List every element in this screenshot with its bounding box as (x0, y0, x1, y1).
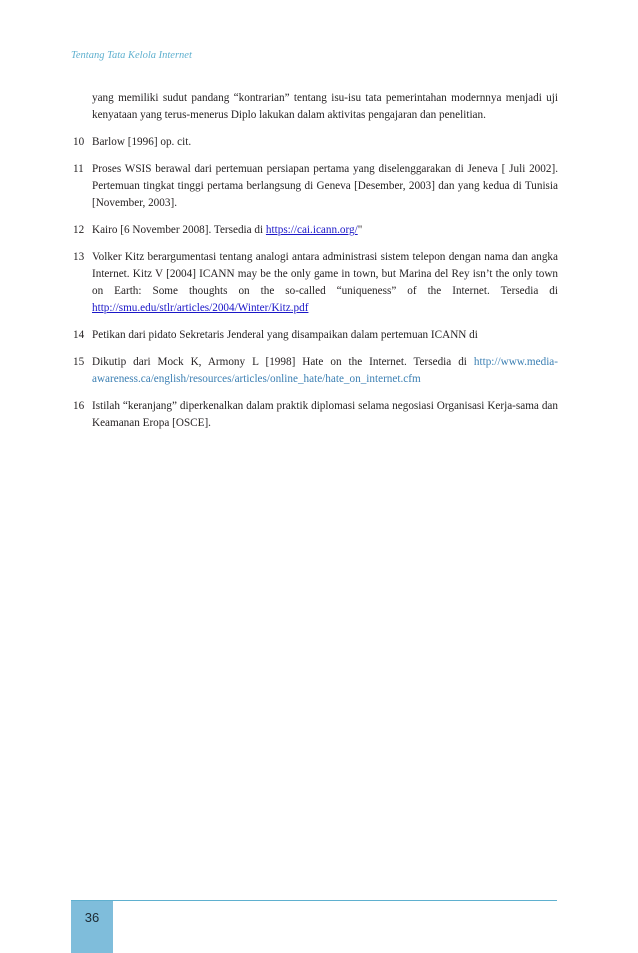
icann-link[interactable]: https://cai.icann.org/ (265, 224, 358, 236)
endnote-12 (73, 222, 558, 239)
endnote-number: 11 (73, 163, 84, 175)
endnote-continuation (73, 90, 558, 124)
endnote-text: Dikutip dari Mock K, Armony L [1998] Hate on the Internet. Tersedia di (92, 356, 474, 368)
page-number-box (71, 901, 113, 953)
endnote-text: Petikan dari pidato Sekretaris Jenderal yang disampaikan dalam pertemuan ICANN di (92, 329, 478, 341)
endnotes-list (73, 90, 558, 442)
running-header: Tentang Tata Kelola Internet (71, 50, 192, 61)
endnote-body (92, 222, 558, 239)
media-awareness-link[interactable]: http://www.media-awareness.ca/english/resources/articles/online_hate/hate_on_internet.cfm (92, 356, 558, 385)
endnote-15 (73, 354, 558, 388)
endnote-14 (73, 327, 558, 344)
endnote-text: Barlow [1996] op. cit. (92, 136, 192, 148)
endnote-body (92, 354, 558, 388)
endnote-number: 10 (73, 136, 85, 148)
page-number: 36 (84, 910, 100, 925)
endnote-body (92, 249, 558, 317)
footer-divider (71, 900, 557, 901)
endnote-text: yang memiliki sudut pandang “kontrarian” tentang isu-isu tata pemerintahan modernnya menjadi uji kenyataan yang terus-menerus Diplo lakukan dalam aktivitas pengajaran dan penelitian. (92, 92, 558, 121)
kitz-article-link[interactable]: http://smu.edu/stlr/articles/2004/Winter/Kitz.pdf (92, 302, 309, 314)
endnote-number: 14 (73, 329, 85, 341)
endnote-number: 15 (73, 356, 85, 368)
endnote-11 (73, 161, 558, 212)
endnote-text: Istilah “keranjang” diperkenalkan dalam praktik diplomasi selama negosiasi Organisasi Kerja-sama dan Keamanan Eropa [OSCE]. (92, 400, 558, 429)
endnote-13 (73, 249, 558, 317)
endnote-10 (73, 134, 558, 151)
endnote-text-tail: " (357, 224, 363, 236)
endnote-text: Proses WSIS berawal dari pertemuan persiapan pertama yang diselenggarakan di Jeneva [ Juli 2002]. Pertemuan tingkat tinggi pertama berlangsung di Geneva [Desember, 2003] dan yang kedua di Tunisia [November, 2003]. (92, 163, 558, 209)
endnote-number: 12 (73, 224, 85, 236)
endnote-16 (73, 398, 558, 432)
endnote-number: 13 (73, 251, 85, 263)
endnote-text: Kairo [6 November 2008]. Tersedia di (92, 224, 266, 236)
endnote-number: 16 (73, 400, 85, 412)
endnote-text: Volker Kitz berargumentasi tentang analogi antara administrasi sistem telepon dengan nama dan angka Internet. Kitz V [2004] ICANN may be the only game in town, but Marina del Rey isn’t the only town on Earth: Some thoughts on the so-called “uniqueness” of the Internet. Tersedia di (92, 251, 558, 297)
